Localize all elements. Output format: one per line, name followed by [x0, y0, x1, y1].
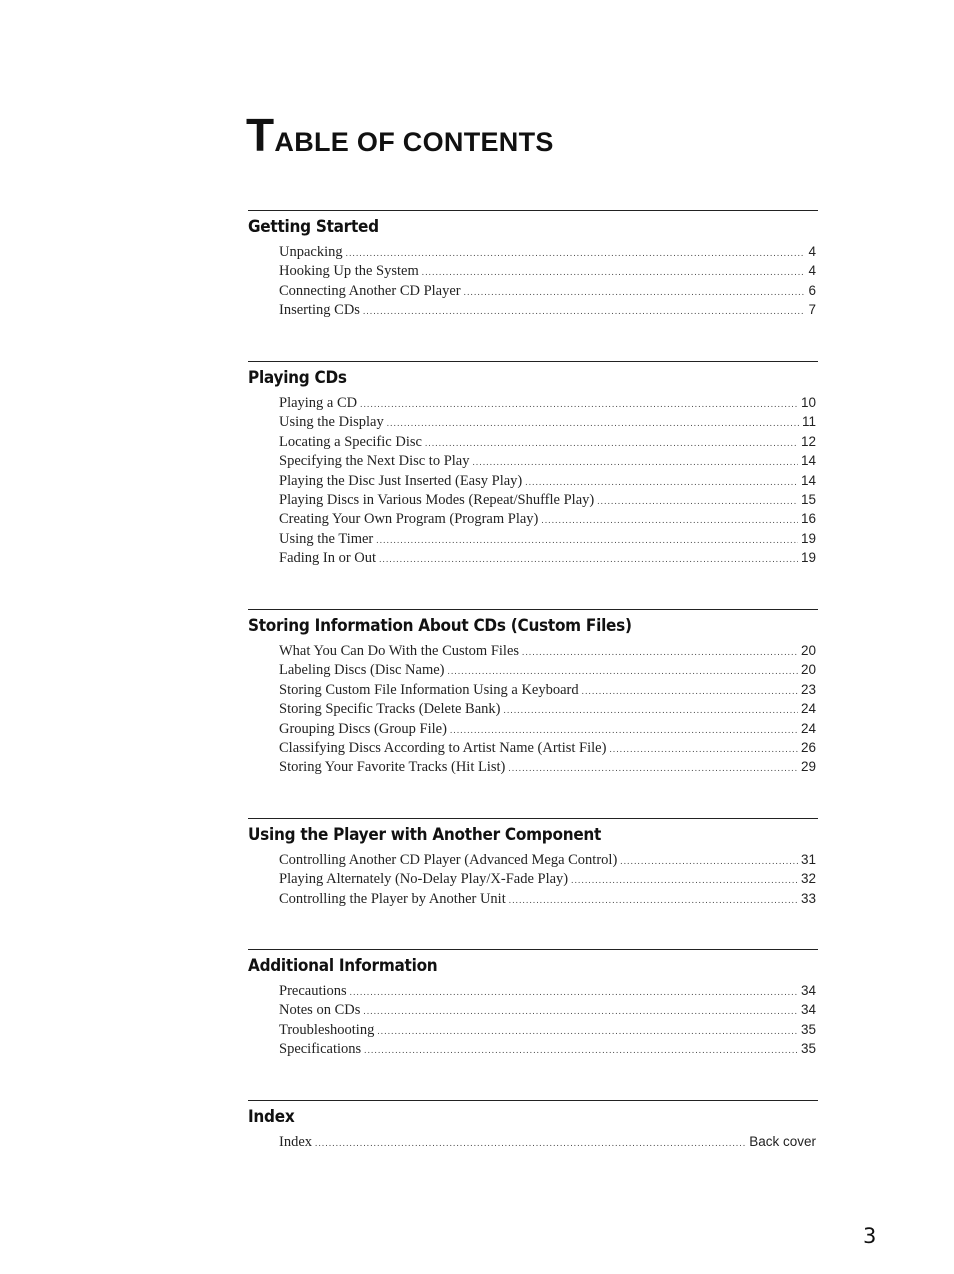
dot-leader [525, 477, 798, 487]
toc-entry[interactable] [279, 852, 816, 871]
toc-section [248, 949, 818, 1061]
dot-leader [509, 895, 798, 905]
dot-leader [464, 287, 806, 297]
toc-entry-label: Locating a Specific Disc [279, 433, 422, 450]
title-rest: ABLE OF CONTENTS [274, 127, 554, 157]
toc-entry-label: Specifications [279, 1041, 362, 1058]
toc-entry-label: Unpacking [279, 244, 343, 260]
dot-leader [364, 1045, 798, 1055]
toc-entry-label: Classifying Discs According to Artist Name (Artist File) [279, 739, 607, 756]
toc-entry-page: 32 [800, 871, 816, 887]
toc-entry-page: 20 [800, 662, 816, 678]
section-heading: Additional Information [248, 956, 438, 976]
toc-entry-page: 10 [800, 395, 816, 410]
dot-leader [541, 515, 798, 525]
section-heading: Playing CDs [248, 368, 347, 388]
toc-entry[interactable] [279, 643, 816, 662]
toc-entry-label: Hooking Up the System [279, 263, 419, 280]
toc-section [248, 818, 818, 910]
toc-entry[interactable] [279, 283, 816, 302]
toc-entry[interactable] [279, 721, 816, 740]
dot-leader [450, 725, 798, 735]
toc-entry-page: 4 [808, 263, 816, 279]
toc-entry[interactable] [279, 550, 816, 569]
toc-entry-label: Controlling the Player by Another Unit [279, 890, 506, 907]
toc-entry-label: Labeling Discs (Disc Name) [279, 662, 445, 679]
dot-leader [387, 418, 799, 428]
dot-leader [363, 306, 806, 316]
toc-entry-page: 6 [808, 282, 816, 298]
section-heading: Index [248, 1107, 295, 1127]
toc-entry[interactable] [279, 1022, 816, 1041]
toc-entry-label: Playing Discs in Various Modes (Repeat/Shuffle Play) [279, 491, 595, 508]
toc-entry-page: 23 [800, 681, 816, 697]
dot-leader [472, 457, 797, 467]
toc-entry-label: Storing Specific Tracks (Delete Bank) [279, 701, 501, 718]
toc-section [248, 609, 818, 779]
toc-entry-label: Using the Display [279, 414, 384, 431]
dot-leader [508, 763, 798, 773]
dot-leader [422, 267, 806, 277]
toc-entry-label: Precautions [279, 983, 347, 999]
toc-entry-page: 26 [800, 739, 816, 755]
toc-entry-page: 20 [800, 643, 816, 658]
dot-leader [504, 705, 798, 715]
toc-entry[interactable] [279, 395, 816, 414]
toc-entry-page: 16 [800, 511, 816, 527]
toc-entry-label: Connecting Another CD Player [279, 282, 461, 299]
toc-entry-page: 24 [800, 701, 816, 717]
dot-leader [620, 856, 798, 866]
toc-section [248, 210, 818, 322]
section-heading: Using the Player with Another Component [248, 825, 602, 845]
toc-entry[interactable] [279, 263, 816, 282]
toc-entry-list [248, 1134, 816, 1153]
toc-entry-label: Storing Your Favorite Tracks (Hit List) [279, 759, 506, 776]
toc-entry[interactable] [279, 1134, 816, 1153]
toc-entry[interactable] [279, 244, 816, 263]
toc-entry-label: Playing the Disc Just Inserted (Easy Play) [279, 472, 523, 489]
dot-leader [609, 744, 798, 754]
toc-entry-label: Using the Timer [279, 530, 374, 547]
toc-entry-label: Notes on CDs [279, 1002, 361, 1019]
toc-entry-page: Back cover [749, 1134, 816, 1149]
dot-leader [571, 875, 798, 885]
toc-entry-label: Playing a CD [279, 395, 358, 411]
dot-leader [522, 647, 798, 657]
toc-entry[interactable] [279, 701, 816, 720]
toc-entry-page: 14 [800, 453, 816, 469]
toc-entry[interactable] [279, 1041, 816, 1060]
toc-entry-label: Specifying the Next Disc to Play [279, 453, 470, 470]
dot-leader [448, 666, 798, 676]
dot-leader [425, 438, 798, 448]
toc-entry-list [248, 244, 816, 322]
toc-section [248, 1100, 818, 1153]
toc-entry-list [248, 395, 816, 570]
toc-entry[interactable] [279, 492, 816, 511]
toc-entry[interactable] [279, 434, 816, 453]
toc-entry-page: 19 [800, 530, 816, 546]
toc-entry-label: Troubleshooting [279, 1021, 375, 1038]
toc-entry-label: Fading In or Out [279, 550, 377, 567]
toc-entry-page: 35 [800, 1021, 816, 1037]
dot-leader [360, 399, 798, 409]
toc-entry-label: What You Can Do With the Custom Files [279, 643, 520, 659]
section-heading: Getting Started [248, 217, 379, 237]
title-initial: T [246, 109, 275, 161]
toc-entry[interactable] [279, 682, 816, 701]
toc-entry[interactable] [279, 453, 816, 472]
toc-entry[interactable] [279, 1002, 816, 1021]
toc-entry-page: 14 [800, 472, 816, 488]
dot-leader [315, 1138, 746, 1148]
toc-entry[interactable] [279, 511, 816, 530]
toc-entry-page: 31 [800, 852, 816, 867]
toc-entry-page: 33 [800, 890, 816, 906]
toc-entry-page: 19 [800, 550, 816, 566]
toc-entry-page: 29 [800, 759, 816, 775]
toc-entry-page: 4 [808, 244, 816, 259]
toc-entry-page: 11 [801, 414, 816, 430]
toc-entry-list [248, 852, 816, 910]
toc-entry[interactable] [279, 414, 816, 433]
toc-entry-label: Index [279, 1134, 313, 1150]
dot-leader [379, 554, 798, 564]
dot-leader [597, 496, 798, 506]
toc-entry[interactable] [279, 662, 816, 681]
toc-entry-label: Inserting CDs [279, 302, 360, 319]
toc-entry-page: 24 [800, 720, 816, 736]
toc-entry[interactable] [279, 740, 816, 759]
toc-section [248, 361, 818, 570]
toc-entry-label: Creating Your Own Program (Program Play) [279, 511, 539, 528]
page-number: 3 [863, 1224, 877, 1248]
toc-entry-label: Controlling Another CD Player (Advanced Mega Control) [279, 852, 618, 868]
toc-entry[interactable] [279, 531, 816, 550]
toc-entry-page: 35 [800, 1041, 816, 1057]
toc-entry-list [248, 983, 816, 1061]
dot-leader [377, 1026, 798, 1036]
dot-leader [346, 248, 806, 258]
toc-entry-page: 34 [800, 1002, 816, 1018]
dot-leader [363, 1006, 798, 1016]
toc-entry[interactable] [279, 473, 816, 492]
toc-entry-page: 7 [808, 302, 816, 318]
toc-entry-label: Grouping Discs (Group File) [279, 720, 447, 737]
toc-entry-page: 15 [800, 491, 816, 507]
toc-entry-page: 34 [800, 983, 816, 998]
toc-entry[interactable] [279, 983, 816, 1002]
toc-entry-list [248, 643, 816, 779]
toc-entry-label: Playing Alternately (No-Delay Play/X-Fade Play) [279, 871, 569, 888]
dot-leader [376, 535, 798, 545]
dot-leader [350, 987, 798, 997]
toc-entry[interactable] [279, 759, 816, 778]
section-heading: Storing Information About CDs (Custom Files) [248, 616, 632, 636]
toc-entry[interactable] [279, 302, 816, 321]
toc-entry-page: 12 [800, 433, 816, 449]
toc-entry-label: Storing Custom File Information Using a Keyboard [279, 681, 579, 698]
page-title [246, 109, 554, 161]
toc-entry[interactable] [279, 871, 816, 890]
toc-entry[interactable] [279, 891, 816, 910]
dot-leader [582, 686, 798, 696]
